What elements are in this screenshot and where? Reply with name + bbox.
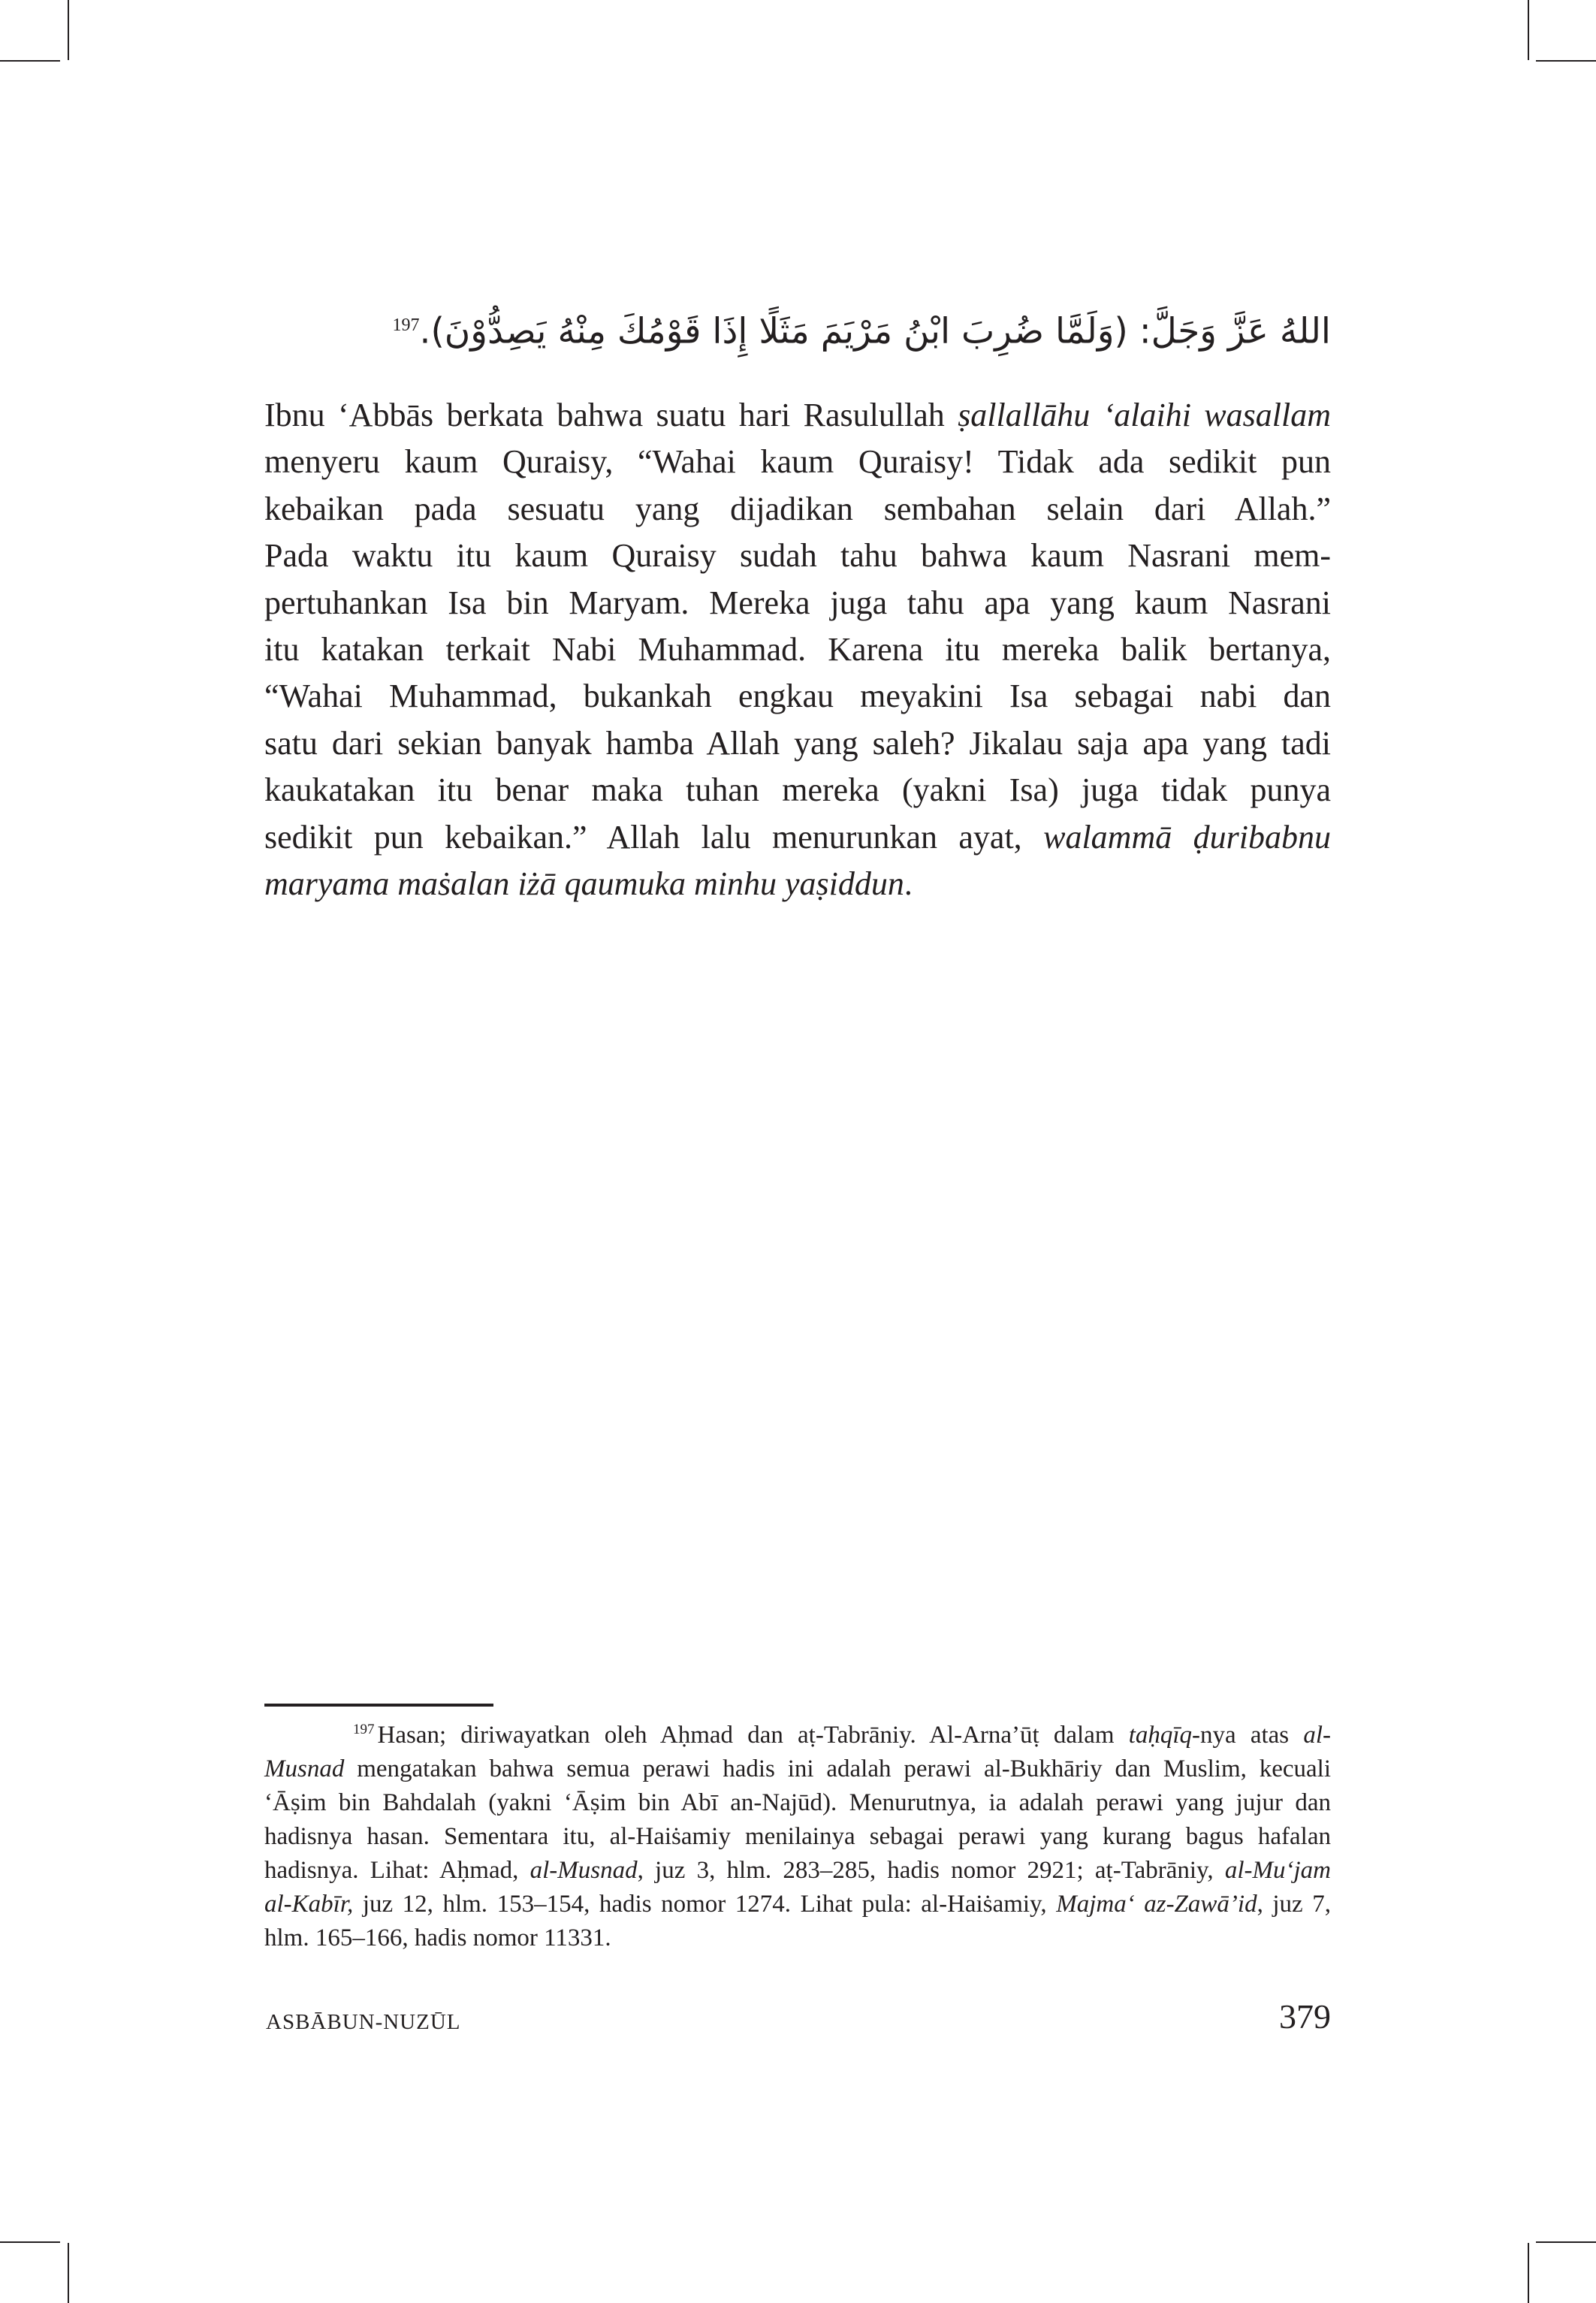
footnote: [264, 1713, 1331, 1955]
footnote-number: 197: [353, 1722, 375, 1737]
body-line: Pada waktu itu kaum Quraisy sudah tahu bahwa kaum Nasrani mem-: [264, 537, 1331, 575]
crop-mark-bottom-left-h: [0, 2241, 60, 2243]
body-line: “Wahai Muhammad, bukankah engkau meyakini Isa sebagai nabi dan: [264, 678, 1331, 715]
body-line: itu katakan terkait Nabi Muhammad. Karena itu mereka balik bertanya,: [264, 631, 1331, 669]
footnote-line: Musnad mengatakan bahwa semua perawi hadis ini adalah perawi al-Bukhāriy dan Muslim, kecuali: [264, 1755, 1331, 1782]
body-paragraph: [264, 392, 1331, 907]
page-number: 379: [1279, 1997, 1331, 2036]
footnote-line: hadisnya hasan. Sementara itu, al-Haiṡamiy menilainya sebagai perawi yang kurang bagus hafalan: [264, 1823, 1331, 1850]
body-line: maryama maṡalan iżā qaumuka minhu yaṣiddun.: [264, 865, 913, 903]
footnote-line: al-Kabīr, juz 12, hlm. 153–154, hadis nomor 1274. Lihat pula: al-Haiṡamiy, Majma‘ az-Zawā’id, juz 7,: [264, 1891, 1331, 1918]
running-head: ASBĀBUN-NUZŪL: [266, 2010, 461, 2034]
arabic-verse: [264, 291, 1331, 359]
crop-mark-bottom-right: [1528, 2243, 1529, 2303]
body-line: pertuhankan Isa bin Maryam. Mereka juga tahu apa yang kaum Nasrani: [264, 584, 1331, 621]
crop-mark-bottom-left: [68, 2243, 69, 2303]
body-line: sedikit pun kebaikan.” Allah lalu menurunkan ayat, walammā ḍuribabnu: [264, 818, 1331, 856]
footnote-line: ‘Āṣim bin Bahdalah (yakni ‘Āṣim bin Abī an-Najūd). Menurutnya, ia adalah perawi yang jujur dan: [264, 1789, 1331, 1816]
crop-mark-bottom-right-h: [1536, 2241, 1596, 2243]
arabic-verse-text: اللهُ عَزَّ وَجَلَّ: (وَلَمَّا ضُرِبَ ابْنُ مَرْيَمَ مَثَلًا إِذَا قَوْمُكَ مِنْهُ يَصِدُّوْنَ).: [419, 310, 1331, 352]
footnote-line: hlm. 165–166, hadis nomor 11331.: [264, 1924, 611, 1951]
crop-mark-top-left: [68, 0, 69, 60]
footnote-line: $^{197}$ Hasan; diriwayatkan oleh Aḥmad dan aṭ-Tabrāniy. Al-Arna’ūṭ dalam taḥqīq-nya atas al-: [353, 1722, 1331, 1749]
crop-mark-top-right: [1528, 0, 1529, 60]
crop-mark-top-left-h: [0, 60, 60, 62]
crop-mark-top-right-h: [1536, 60, 1596, 62]
footnote-reference: 197: [392, 315, 420, 335]
body-line: satu dari sekian banyak hamba Allah yang saleh? Jikalau saja apa yang tadi: [264, 724, 1331, 762]
footnote-rule: [264, 1704, 493, 1707]
footnote-line: hadisnya. Lihat: Aḥmad, al-Musnad, juz 3, hlm. 283–285, hadis nomor 2921; aṭ-Tabrāniy, al-Mu‘jam: [264, 1857, 1331, 1884]
body-line: Ibnu ‘Abbās berkata bahwa suatu hari Rasulullah ṣallallāhu ‘alaihi wasallam: [264, 397, 1331, 433]
body-line: menyeru kaum Quraisy, “Wahai kaum Quraisy! Tidak ada sedikit pun: [264, 443, 1331, 481]
body-line: kaukatakan itu benar maka tuhan mereka (yakni Isa) juga tidak punya: [264, 771, 1331, 809]
body-line: kebaikan pada sesuatu yang dijadikan sembahan selain dari Allah.”: [264, 490, 1331, 527]
